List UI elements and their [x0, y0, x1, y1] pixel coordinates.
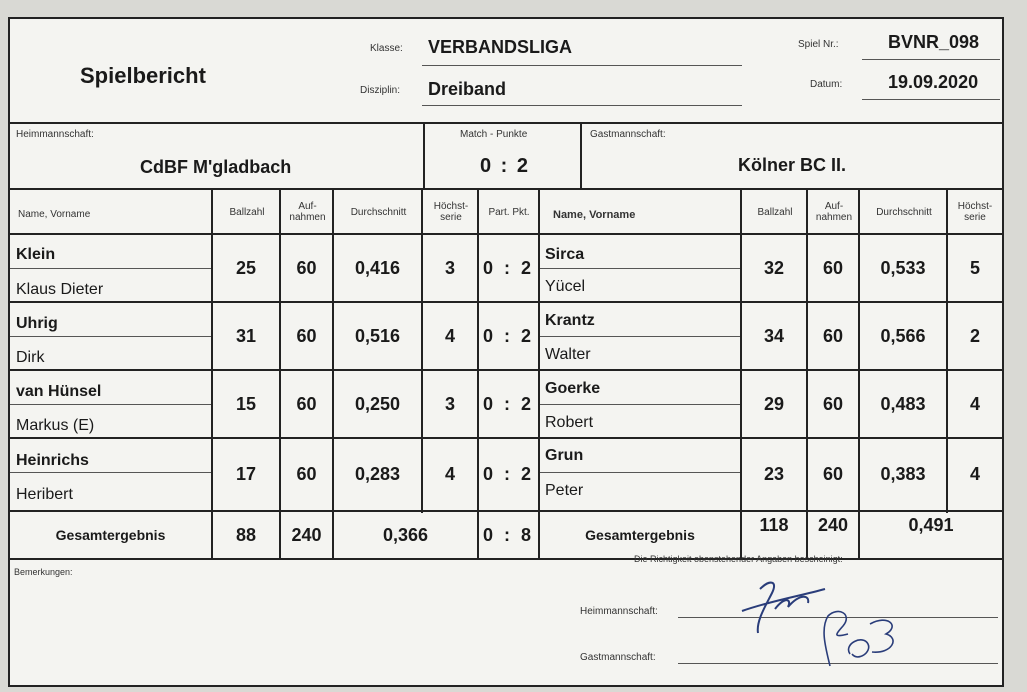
away-team-name: Kölner BC II.: [738, 155, 847, 175]
col-aufnahmen-away-1: Auf-: [824, 201, 844, 212]
part-points: 0 : 2: [482, 325, 535, 346]
name-split: [10, 268, 211, 269]
name-split: [10, 336, 211, 337]
disziplin-value: Dreiband: [428, 79, 507, 99]
match-points-label: Match - Punkte: [460, 129, 528, 140]
part-points: 0 : 2: [482, 257, 535, 278]
name-split: [540, 472, 740, 473]
grid-v-6: [538, 189, 540, 560]
away-durchschnitt: 0,483: [880, 393, 926, 414]
spiel-nr-value: BVNR_098: [888, 32, 980, 52]
disziplin-label: Disziplin:: [360, 85, 401, 96]
home-aufnahmen: 60: [296, 393, 317, 414]
away-last-name: Krantz: [545, 312, 595, 329]
name-split: [10, 404, 211, 405]
away-first-name: Walter: [545, 346, 591, 363]
away-aufnahmen: 60: [822, 393, 844, 414]
page-title: Spielbericht: [80, 63, 206, 88]
col-part-pkt: Part. Pkt.: [488, 206, 530, 218]
away-total-ballzahl: 118: [759, 514, 789, 535]
header-divider: [10, 122, 1002, 124]
home-ballzahl: 17: [235, 463, 257, 484]
away-total-aufnahmen: 240: [817, 514, 849, 535]
home-durchschnitt: 0,283: [354, 463, 401, 484]
away-total-label: Gesamtergebnis: [585, 527, 695, 543]
home-first-name: Markus (E): [16, 417, 95, 434]
away-total-durchschnitt: 0,491: [908, 514, 954, 535]
away-aufnahmen: 60: [822, 257, 844, 278]
col-name-away-text: Name, Vorname: [553, 209, 636, 221]
col-durchschnitt-away: Durchschnitt: [876, 206, 932, 218]
away-ballzahl: 29: [763, 393, 785, 414]
home-ballzahl: 31: [235, 325, 257, 346]
home-hoechstserie: 3: [444, 257, 455, 278]
name-split: [540, 336, 740, 337]
away-last-name: Goerke: [545, 380, 601, 397]
home-hoechstserie: 4: [444, 325, 455, 346]
home-hoechstserie: 3: [444, 393, 455, 414]
col-hs-home-1: Höchst-: [433, 201, 469, 212]
klasse-underline: [422, 65, 742, 66]
part-points: 0 : 2: [482, 393, 535, 414]
part-points: 0 : 2: [482, 463, 535, 484]
col-hoechstserie-home: [423, 191, 479, 233]
home-last-name: van Hünsel: [16, 383, 102, 400]
home-ballzahl: 25: [235, 257, 257, 278]
away-last-name: Sirca: [545, 246, 585, 263]
home-aufnahmen: 60: [296, 325, 317, 346]
away-signature-scribble: [808, 604, 908, 674]
home-total-durchschnitt: 0,366: [382, 524, 429, 545]
col-aufnahmen-home-1: Auf-: [298, 201, 317, 212]
home-first-name: Heribert: [16, 486, 73, 503]
home-last-name: Uhrig: [16, 315, 58, 332]
match-points-value: 0 : 2: [480, 155, 531, 177]
home-total-ballzahl: 88: [235, 524, 257, 545]
home-team-name: CdBF M'gladbach: [140, 157, 292, 177]
name-split: [540, 268, 740, 269]
home-total-label: Gesamtergebnis: [55, 527, 166, 543]
home-total-aufnahmen: 240: [291, 524, 322, 545]
home-durchschnitt: 0,516: [354, 325, 401, 346]
home-hoechstserie: 4: [444, 463, 455, 484]
away-ballzahl: 32: [763, 257, 785, 278]
home-aufnahmen: 60: [296, 257, 317, 278]
team-divider-right: [580, 123, 582, 188]
away-aufnahmen: 60: [822, 325, 844, 346]
away-hoechstserie: 2: [969, 325, 980, 346]
home-last-name: Heinrichs: [16, 452, 89, 469]
col-hoechstserie-away: [948, 191, 1002, 233]
disziplin-underline: [422, 105, 742, 106]
col-hs-away-1: Höchst-: [957, 201, 993, 212]
col-aufnahmen-home-2: nahmen: [289, 212, 326, 223]
home-aufnahmen: 60: [296, 463, 317, 484]
match-report-sheet: [8, 17, 1004, 687]
away-first-name: Peter: [545, 482, 584, 499]
totals-divider: [10, 558, 1002, 560]
col-hs-home-2: serie: [440, 212, 462, 223]
confirmation-text: Die Richtigkeit obenstehender Angaben bescheinigt:: [634, 554, 843, 564]
col-aufnahmen-away: [808, 191, 860, 233]
away-last-name: Grun: [545, 447, 584, 464]
home-last-name: Klein: [16, 246, 56, 263]
away-durchschnitt: 0,383: [880, 463, 926, 484]
home-ballzahl: 15: [235, 393, 257, 414]
away-hoechstserie: 4: [969, 463, 980, 484]
away-signature-label: Gastmannschaft:: [580, 652, 656, 663]
home-first-name: Dirk: [16, 349, 45, 366]
bemerkungen-label: Bemerkungen:: [14, 567, 73, 577]
home-durchschnitt: 0,416: [354, 257, 401, 278]
col-aufnahmen-home: [281, 191, 334, 233]
away-ballzahl: 23: [763, 463, 785, 484]
col-name-home: Name, Vorname: [18, 209, 91, 220]
home-team-label: Heimmannschaft:: [16, 129, 94, 140]
col-aufnahmen-away-2: nahmen: [815, 212, 853, 223]
datum-underline: [862, 99, 1000, 100]
away-hoechstserie: 5: [969, 257, 980, 278]
team-row-divider: [10, 188, 1002, 190]
away-hoechstserie: 4: [969, 393, 980, 414]
away-first-name: Yücel: [545, 278, 586, 295]
name-split: [10, 472, 211, 473]
team-divider-left: [423, 123, 425, 188]
col-ballzahl-away: Ballzahl: [757, 206, 793, 218]
name-split: [540, 404, 740, 405]
klasse-value: VERBANDSLIGA: [428, 37, 573, 57]
datum-value: 19.09.2020: [888, 72, 979, 92]
klasse-label: Klasse:: [370, 43, 403, 54]
spiel-nr-underline: [862, 59, 1000, 60]
spiel-nr-label: Spiel Nr.:: [798, 39, 839, 50]
home-signature-label: Heimmannschaft:: [580, 606, 658, 617]
total-part-points: 0 : 8: [482, 524, 535, 545]
away-team-label: Gastmannschaft:: [590, 129, 666, 140]
col-name-away: [553, 209, 635, 221]
away-first-name: Robert: [545, 414, 594, 431]
away-ballzahl: 34: [763, 325, 785, 346]
datum-label: Datum:: [810, 79, 843, 90]
col-durchschnitt-home: Durchschnitt: [350, 206, 407, 218]
away-aufnahmen: 60: [822, 463, 844, 484]
home-durchschnitt: 0,250: [354, 393, 401, 414]
col-hs-away-2: serie: [964, 212, 986, 223]
away-durchschnitt: 0,533: [880, 257, 926, 278]
col-ballzahl-home: Ballzahl: [229, 206, 265, 218]
home-first-name: Klaus Dieter: [16, 281, 104, 298]
away-durchschnitt: 0,566: [880, 325, 926, 346]
